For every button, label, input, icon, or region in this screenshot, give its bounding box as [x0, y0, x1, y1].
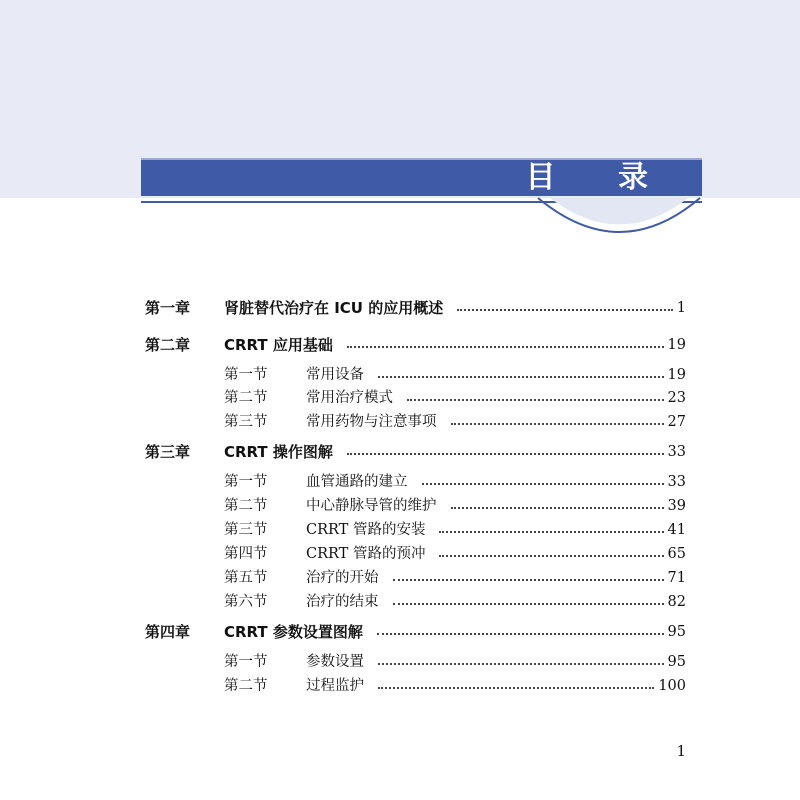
- toc-leader-dots: [347, 453, 664, 455]
- toc-leader-dots: [439, 555, 663, 557]
- page-title: 目 录: [525, 160, 674, 195]
- toc-entry-page: 41: [667, 522, 686, 538]
- toc-leader-dots: [393, 603, 664, 605]
- toc-leader-dots: [407, 399, 664, 401]
- toc-entry[interactable]: [0, 333, 800, 357]
- toc-entry[interactable]: [0, 674, 800, 698]
- toc-entry-title: CRRT 管路的预冲: [306, 546, 426, 562]
- toc-leader-dots: [378, 687, 654, 689]
- toc-entry-page: 65: [667, 546, 686, 562]
- toc-entry[interactable]: [0, 296, 800, 320]
- toc-entry[interactable]: [0, 518, 800, 542]
- toc-entry-title: 参数设置: [306, 654, 364, 670]
- toc-entry-page: 95: [667, 654, 686, 670]
- toc-entry-label: 第一章: [145, 299, 191, 317]
- toc-entry-page: 19: [667, 367, 686, 383]
- toc-entry[interactable]: [0, 386, 800, 410]
- toc-entry-label: 第二章: [145, 336, 191, 354]
- toc-entry-page: 33: [667, 444, 686, 460]
- toc-entry-title: 常用药物与注意事项: [306, 414, 437, 430]
- toc-entry-label: 第二节: [224, 390, 268, 406]
- toc-leader-dots: [457, 309, 673, 311]
- toc-entry-label: 第二节: [224, 678, 268, 694]
- toc-entry-label: 第五节: [224, 570, 268, 586]
- toc-entry-title: 中心静脉导管的维护: [306, 498, 437, 514]
- toc-entry-title: 常用设备: [306, 367, 364, 383]
- toc-entry[interactable]: [0, 440, 800, 464]
- toc-entry-page: 100: [658, 678, 686, 694]
- toc-entry-label: 第三节: [224, 414, 268, 430]
- toc-entry[interactable]: [0, 470, 800, 494]
- toc-entry-label: 第一节: [224, 367, 268, 383]
- toc-entry-title: CRRT 操作图解: [224, 443, 333, 461]
- toc-entry-label: 第六节: [224, 594, 268, 610]
- toc-leader-dots: [422, 483, 664, 485]
- toc-entry-page: 23: [667, 390, 686, 406]
- toc-leader-dots: [451, 507, 664, 509]
- toc-entry[interactable]: [0, 494, 800, 518]
- toc-entry-label: 第四章: [145, 623, 191, 641]
- toc-entry-title: CRRT 管路的安装: [306, 522, 426, 538]
- page-number: 1: [676, 742, 686, 760]
- toc-entry[interactable]: [0, 363, 800, 387]
- toc-entry-label: 第一节: [224, 654, 268, 670]
- toc-leader-dots: [378, 376, 664, 378]
- toc-entry-title: 过程监护: [306, 678, 364, 694]
- toc-entry-title: CRRT 参数设置图解: [224, 623, 363, 641]
- toc-entry-page: 33: [667, 474, 686, 490]
- toc-entry[interactable]: [0, 590, 800, 614]
- toc-leader-dots: [393, 579, 664, 581]
- toc-entry-label: 第三节: [224, 522, 268, 538]
- toc-entry-title: CRRT 应用基础: [224, 336, 333, 354]
- toc-entry-title: 治疗的结束: [306, 594, 379, 610]
- toc-leader-dots: [378, 663, 664, 665]
- toc-entry-label: 第一节: [224, 474, 268, 490]
- toc-entry-label: 第三章: [145, 443, 191, 461]
- toc-entry-page: 19: [667, 337, 686, 353]
- toc-entry[interactable]: [0, 650, 800, 674]
- toc-leader-dots: [451, 423, 664, 425]
- toc-entry-title: 肾脏替代治疗在 ICU 的应用概述: [224, 299, 444, 317]
- toc-leader-dots: [377, 633, 664, 635]
- toc-entry-page: 95: [667, 624, 686, 640]
- toc-entry-title: 治疗的开始: [306, 570, 379, 586]
- toc-leader-dots: [439, 531, 663, 533]
- toc-entry-label: 第二节: [224, 498, 268, 514]
- toc-entry-page: 71: [667, 570, 686, 586]
- toc-entry-page: 82: [667, 594, 686, 610]
- toc-entry[interactable]: [0, 620, 800, 644]
- toc-leader-dots: [347, 346, 664, 348]
- toc-entry-page: 1: [676, 300, 686, 316]
- toc-entry-title: 血管通路的建立: [306, 474, 408, 490]
- toc-entry-page: 39: [667, 498, 686, 514]
- toc-entry[interactable]: [0, 410, 800, 434]
- toc-entry[interactable]: [0, 542, 800, 566]
- toc-entry-page: 27: [667, 414, 686, 430]
- toc-entry[interactable]: [0, 566, 800, 590]
- toc-entry-label: 第四节: [224, 546, 268, 562]
- toc-entry-title: 常用治疗模式: [306, 390, 393, 406]
